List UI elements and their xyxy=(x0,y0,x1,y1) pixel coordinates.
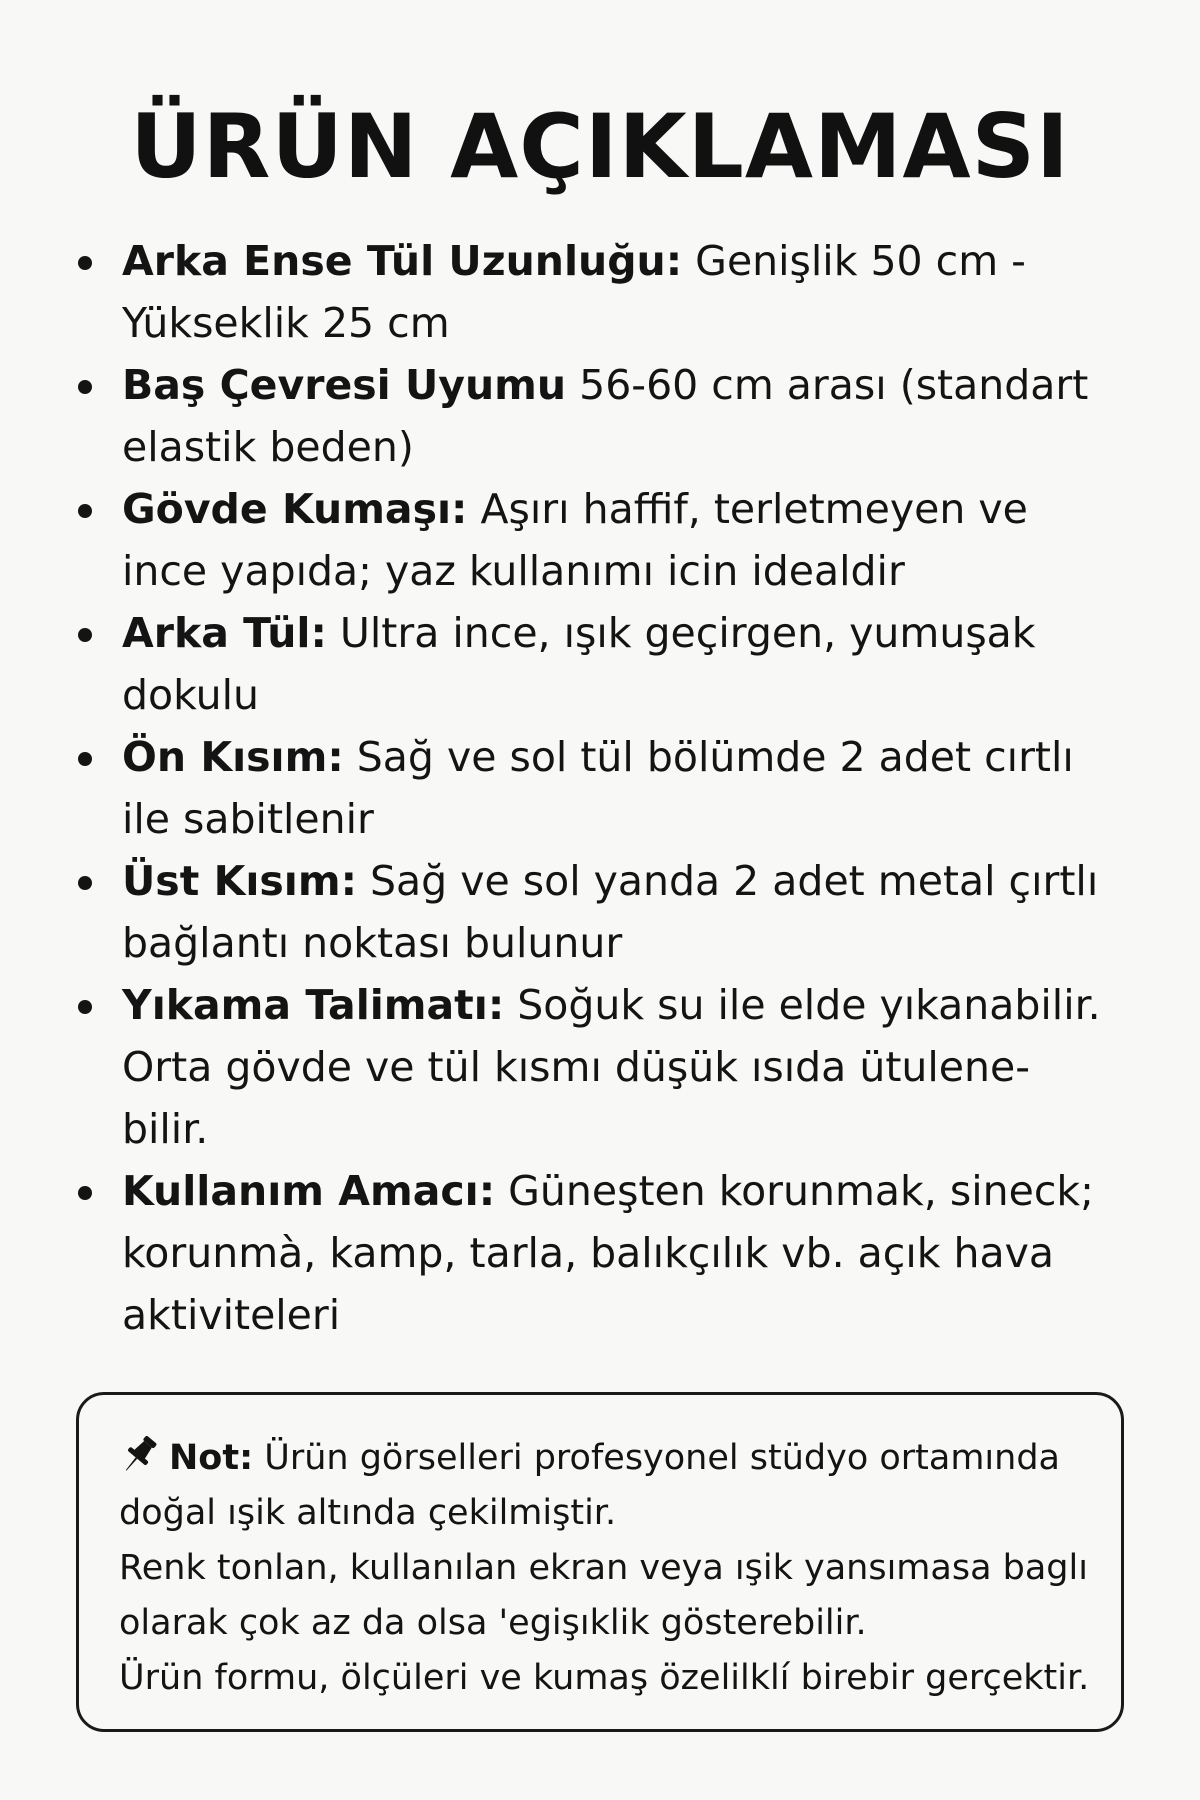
item-label: Arka Ense Tül Uzunluğu: xyxy=(122,237,683,285)
bullet-icon xyxy=(78,380,92,394)
item-label: Ön Kısım: xyxy=(122,733,344,781)
list-item xyxy=(74,354,1114,478)
bullet-icon xyxy=(78,1000,92,1014)
bullet-icon xyxy=(78,504,92,518)
bullet-icon xyxy=(78,628,92,642)
note-label: Not: xyxy=(169,1438,254,1478)
item-label: Üst Kısım: xyxy=(122,857,357,905)
bullet-icon xyxy=(78,876,92,890)
item-label: Baş Çevresi Uyumu xyxy=(122,361,567,409)
list-item xyxy=(74,974,1114,1160)
list-item xyxy=(74,230,1114,354)
item-text: Genişlik 50 cm - Yükseklik 25 cm xyxy=(122,237,1026,347)
pushpin-icon xyxy=(119,1433,159,1477)
bullet-icon xyxy=(78,752,92,766)
item-label: Yıkama Talimatı: xyxy=(122,981,505,1029)
page-title: ÜRÜN AÇIKLAMASI xyxy=(130,95,1070,198)
item-text: Soğuk su ile elde yıkanabilir. Orta gövde ve tül kısmı düşük ısıda ütulene-bilir. xyxy=(122,981,1101,1153)
note-line-2: Renk tonlan, kullanılan ekran veya ışik yansımasa baglı olarak çok az da olsa 'egişıklik gösterebilir. xyxy=(119,1548,1088,1643)
list-item xyxy=(74,726,1114,850)
item-text: Aşırı haffif, terletmeyen ve ince yapıda; yaz kullanımı icin idealdir xyxy=(122,485,1028,595)
bullet-icon xyxy=(78,1186,92,1200)
list-item xyxy=(74,602,1114,726)
list-item xyxy=(74,478,1114,602)
item-text: Güneşten korunmak, sineck; korunmà, kamp, tarla, balıkçılık vb. açık hava aktiviteleri xyxy=(122,1167,1094,1339)
feature-list xyxy=(74,230,1114,1346)
item-text: 56-60 cm arası (standart elastik beden) xyxy=(122,361,1089,471)
note-line-3: Ürün formu, ölçüleri ve kumaş özelilklí birebir gerçektir. xyxy=(119,1658,1090,1698)
item-label: Arka Tül: xyxy=(122,609,327,657)
list-item xyxy=(74,1160,1114,1346)
note-box xyxy=(76,1392,1124,1732)
list-item xyxy=(74,850,1114,974)
note-line-1 xyxy=(119,1431,1091,1541)
note-text: Ürün görselleri profesyonel stüdyo ortamında doğal ışik altında çekilmiştir. xyxy=(119,1438,1060,1533)
bullet-icon xyxy=(78,256,92,270)
item-label: Kullanım Amacı: xyxy=(122,1167,496,1215)
item-text: Ultra ince, ışık geçirgen, yumuşak dokulu xyxy=(122,609,1036,719)
item-label: Gövde Kumaşı: xyxy=(122,485,468,533)
item-text: Sağ ve sol tül bölümde 2 adet cırtlı ile sabitlenir xyxy=(122,733,1074,843)
item-text: Sağ ve sol yanda 2 adet metal çırtlı bağlantı noktası bulunur xyxy=(122,857,1099,967)
